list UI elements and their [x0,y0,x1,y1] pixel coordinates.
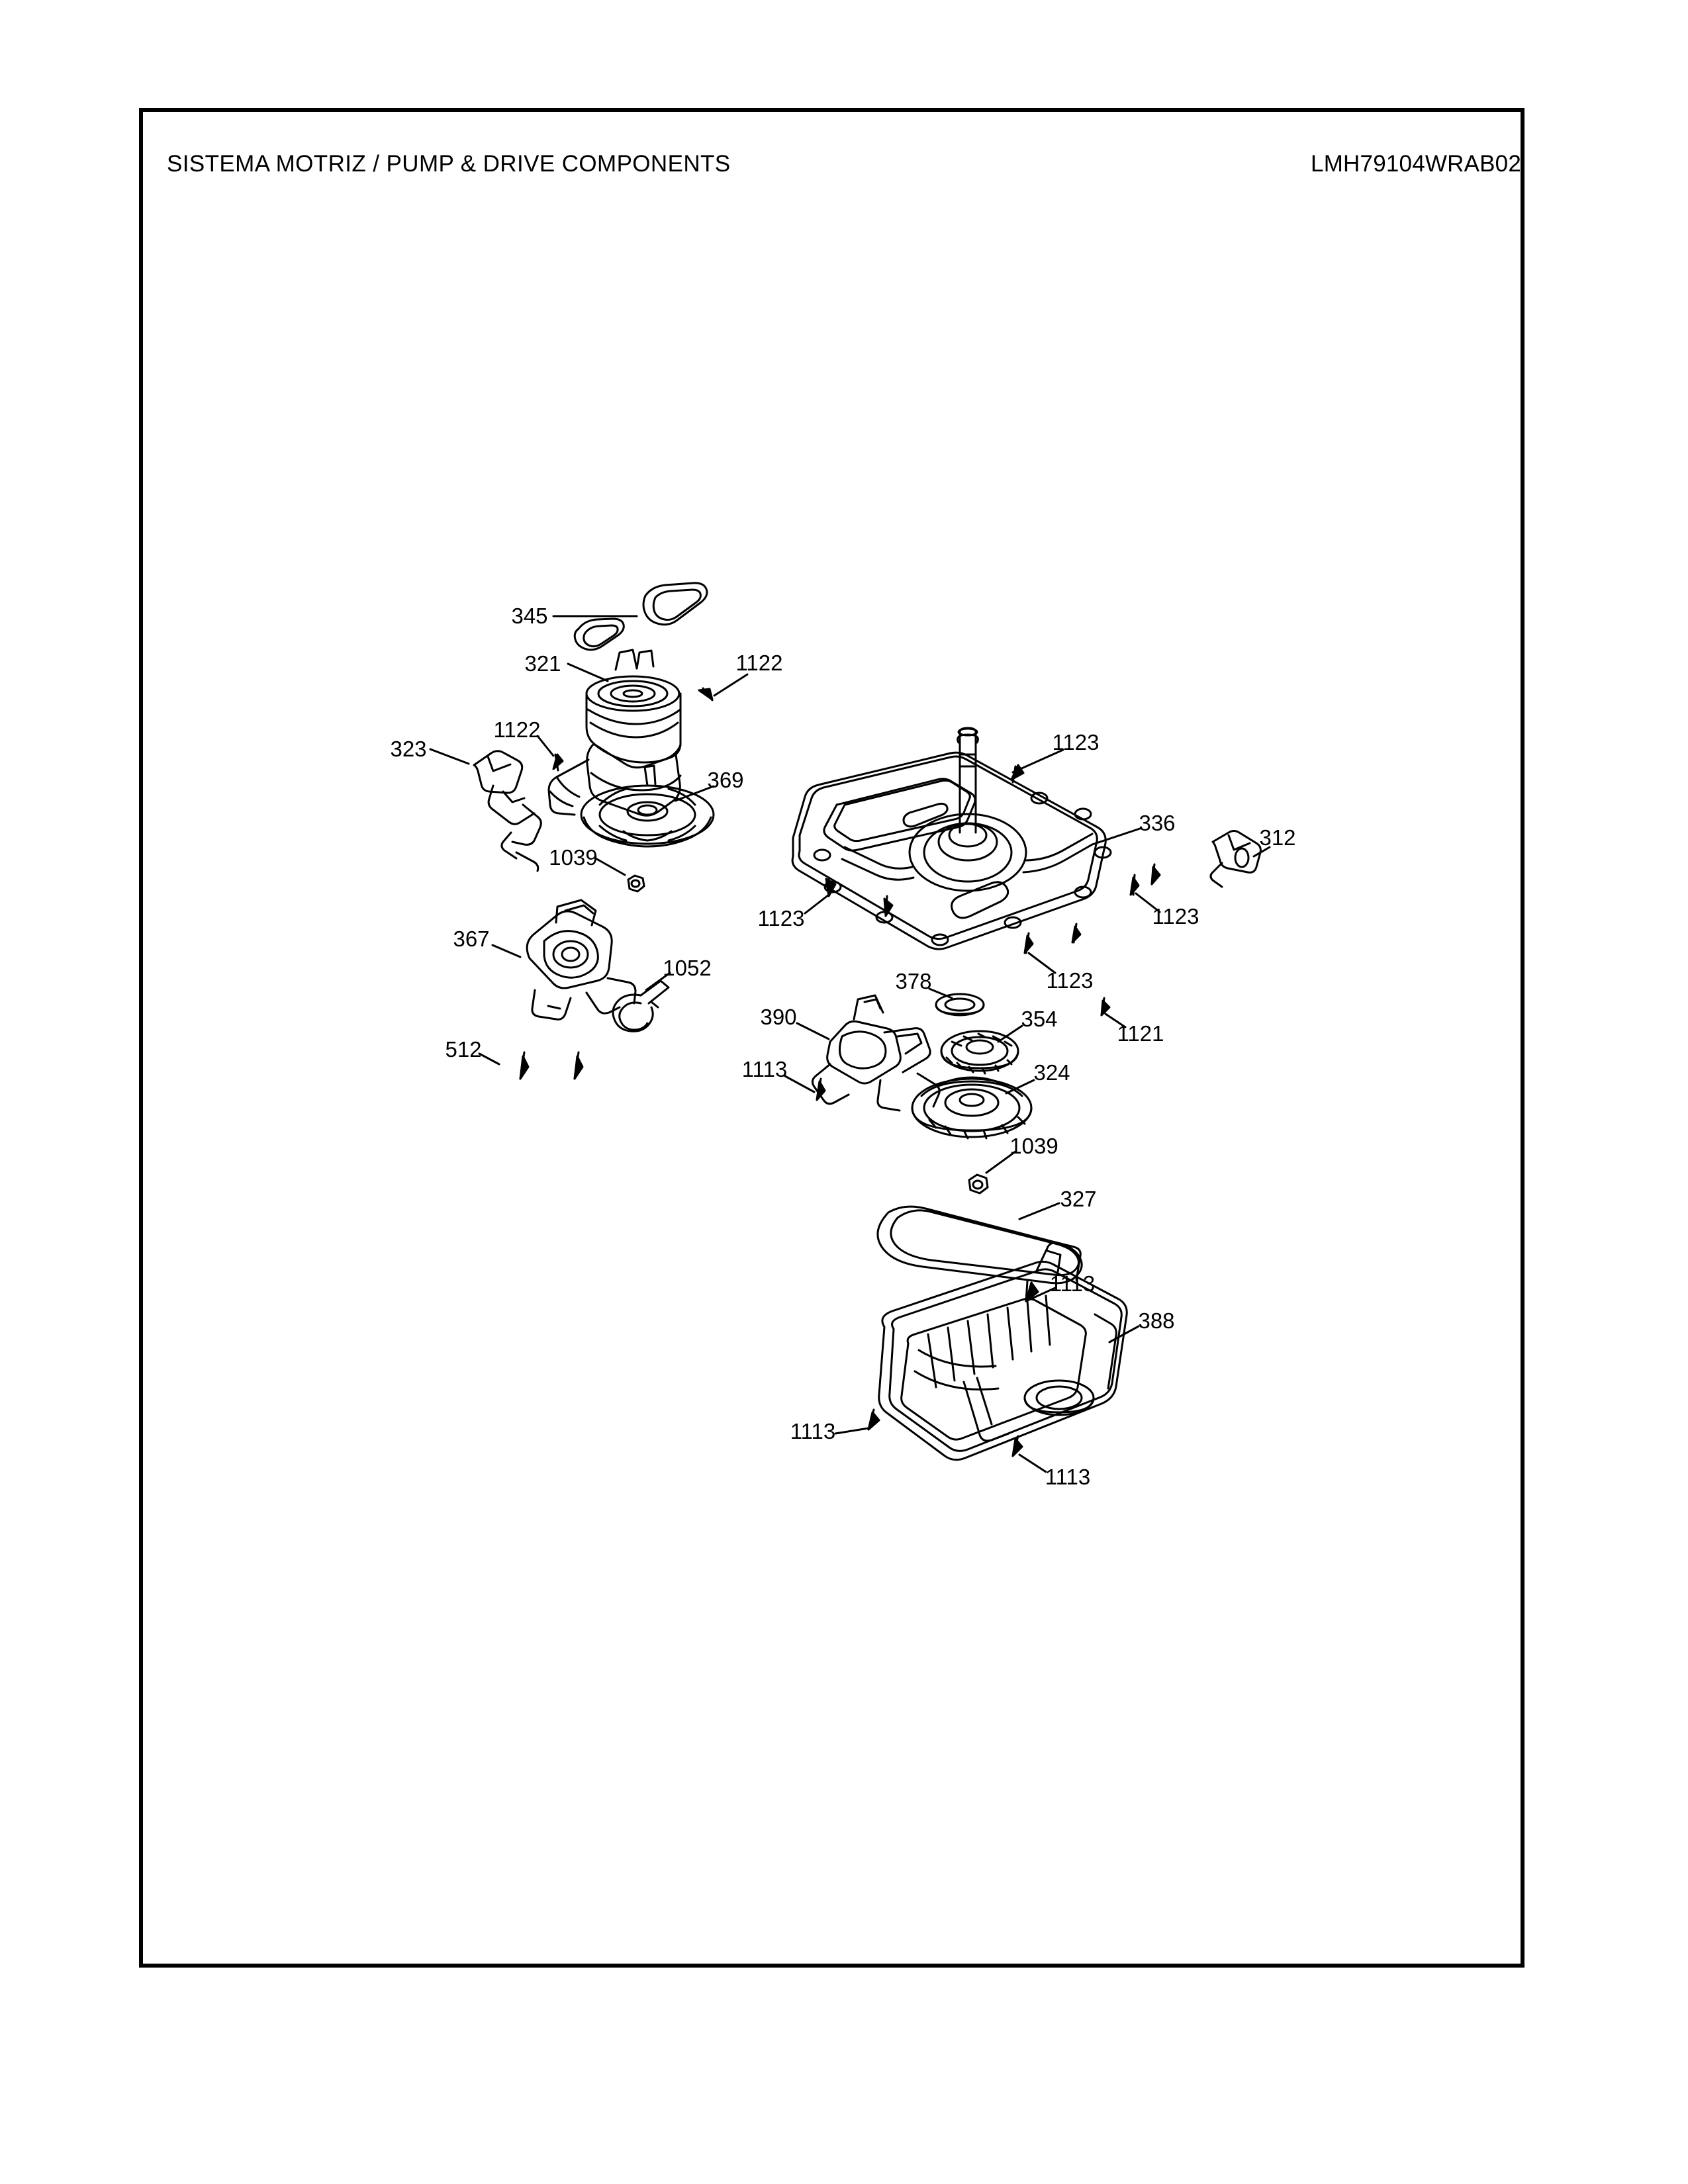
callout-1123-a: 1123 [1052,730,1100,754]
callout-367: 367 [453,927,490,951]
callout-1113-c: 1113 [790,1419,836,1443]
callout-345: 345 [511,604,548,628]
callout-321: 321 [524,651,561,676]
callout-1123-d: 1123 [1046,968,1094,993]
callout-336: 336 [1139,811,1176,835]
model-number: LMH79104WRAB02 [1311,151,1521,177]
callout-323: 323 [390,737,427,761]
callout-1121: 1121 [1117,1021,1164,1046]
callout-512: 512 [445,1037,482,1062]
callout-390: 390 [760,1005,797,1029]
callout-1123-c: 1123 [1152,904,1199,929]
callout-388: 388 [1138,1308,1175,1333]
callout-369: 369 [707,768,744,792]
callout-1039-a: 1039 [549,845,598,870]
callout-1123-b: 1123 [757,906,805,931]
page-border [139,108,1524,1968]
callout-1122-b: 1122 [493,717,541,742]
callout-324: 324 [1033,1060,1070,1085]
callout-1039-b: 1039 [1009,1134,1058,1158]
callout-1113-a: 1113 [741,1057,788,1081]
callout-1113-d: 1113 [1045,1465,1091,1489]
page-title: SISTEMA MOTRIZ / PUMP & DRIVE COMPONENTS [167,151,731,177]
callout-354: 354 [1021,1007,1058,1031]
callout-1052: 1052 [663,956,712,980]
callout-1113-b: 1113 [1049,1271,1096,1296]
callout-312: 312 [1259,825,1296,850]
callout-378: 378 [895,969,932,993]
callout-327: 327 [1060,1187,1097,1211]
callout-1122-a: 1122 [735,651,783,675]
